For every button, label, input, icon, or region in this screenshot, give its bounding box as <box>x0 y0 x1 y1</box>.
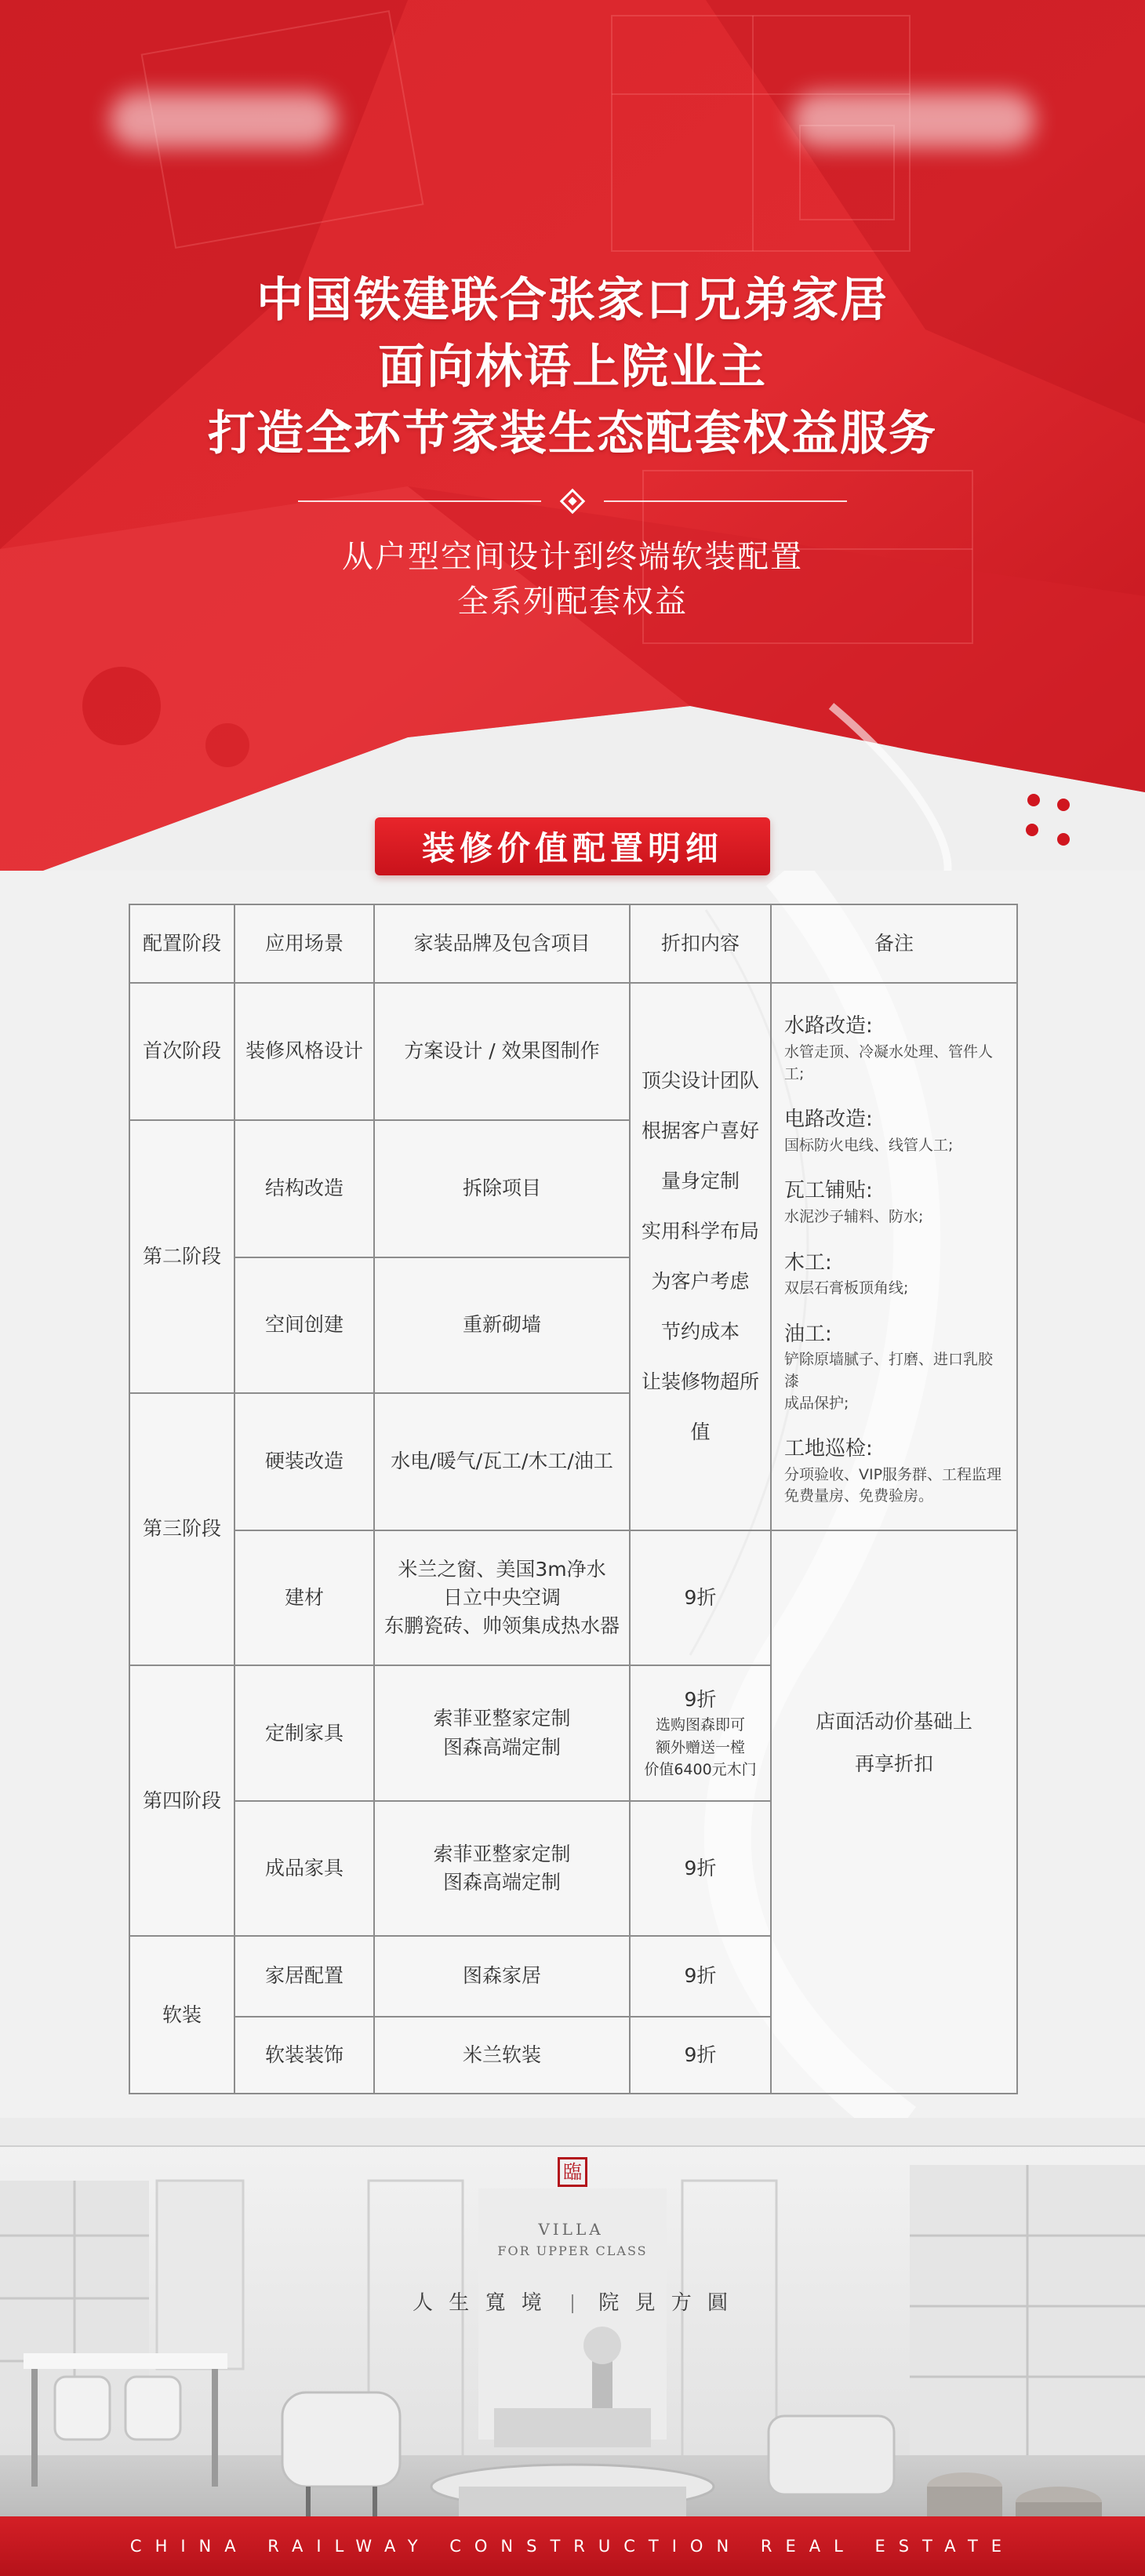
note-painting <box>784 1320 1007 1414</box>
scene-cell: 建材 <box>234 1530 374 1666</box>
subline-line-1: 从户型空间设计到终端软装配置 <box>342 539 803 575</box>
villa-slogan <box>0 2287 1145 2316</box>
item-line: 图森高端定制 <box>442 1735 561 1759</box>
footer-bar <box>0 2516 1145 2576</box>
note-detail: 成品保护; <box>784 1394 849 1412</box>
note-title: 木工: <box>784 1250 832 1275</box>
diamond-ornament-icon <box>559 488 586 515</box>
item-line: 索菲亚整家定制 <box>433 1707 571 1730</box>
table-row <box>129 983 1017 1120</box>
store-note-line: 再享折扣 <box>854 1752 933 1775</box>
header-stage: 配置阶段 <box>129 904 234 983</box>
discount-cell: 9折 <box>630 2017 771 2094</box>
stage-cell: 第二阶段 <box>129 1120 234 1393</box>
stage-cell: 首次阶段 <box>129 983 234 1120</box>
headline-line-1: 中国铁建联合张家口兄弟家居 <box>256 273 889 328</box>
slogan-left: 人 生 寬 境 <box>412 2291 547 2315</box>
discount-detail: 额外赠送一樘 <box>655 1738 745 1756</box>
note-detail: 分项验收、VIP服务群、工程监理 <box>784 1465 1002 1483</box>
scene-cell: 空间创建 <box>234 1257 374 1393</box>
items-cell: 拆除项目 <box>374 1120 630 1257</box>
note-title: 水路改造: <box>784 1014 873 1039</box>
footer-text: CHINA RAILWAY CONSTRUCTION REAL ESTATE <box>129 2537 1016 2556</box>
scene-cell: 装修风格设计 <box>234 983 374 1120</box>
table-header-row <box>129 904 1017 983</box>
store-note-cell <box>771 1530 1017 2094</box>
discount-cell <box>630 1665 771 1801</box>
discount-value: 9折 <box>684 1687 717 1711</box>
discount-line: 节约成本 <box>660 1320 740 1344</box>
slogan-right: 院 見 方 圓 <box>598 2291 733 2315</box>
note-title: 油工: <box>784 1322 832 1346</box>
items-cell: 方案设计 / 效果图制作 <box>374 983 630 1120</box>
note-detail: 水泥沙子辅料、防水; <box>784 1207 924 1225</box>
value-config-table <box>129 904 1016 2094</box>
note-title: 电路改造: <box>784 1108 873 1132</box>
discount-line: 顶尖设计团队 <box>641 1069 759 1093</box>
divider-left <box>298 500 541 502</box>
note-title: 瓦工铺贴: <box>784 1179 873 1203</box>
discount-cell: 9折 <box>630 1801 771 1937</box>
note-inspection <box>784 1435 1007 1508</box>
note-detail: 免费量房、免费验房。 <box>784 1487 934 1505</box>
scene-cell: 定制家具 <box>234 1665 374 1801</box>
items-cell: 重新砌墙 <box>374 1257 630 1393</box>
items-cell: 水电/暖气/瓦工/木工/油工 <box>374 1393 630 1530</box>
note-water <box>784 1012 1007 1085</box>
stage-cell: 软装 <box>129 1936 234 2094</box>
note-detail: 水管走顶、冷凝水处理、管件人工; <box>784 1042 994 1082</box>
notes-cell <box>771 983 1017 1530</box>
blurred-logo-right <box>792 93 1035 147</box>
scene-cell: 结构改造 <box>234 1120 374 1257</box>
note-carpentry <box>784 1249 1007 1300</box>
discount-detail: 价值6400元木门 <box>644 1761 757 1778</box>
stage-cell: 第三阶段 <box>129 1393 234 1666</box>
headline-line-2: 面向林语上院业主 <box>378 340 767 395</box>
villa-title: VILLA <box>538 2220 604 2239</box>
section-title: 装修价值配置明细 <box>421 829 723 868</box>
stage-cell: 第四阶段 <box>129 1665 234 1936</box>
blurred-logo-left <box>110 93 337 147</box>
villa-subtitle: FOR UPPER CLASS <box>497 2243 648 2258</box>
note-detail: 铲除原墙腻子、打磨、进口乳胶漆 <box>784 1351 994 1390</box>
divider-right <box>604 500 847 502</box>
discount-cell: 9折 <box>630 1530 771 1666</box>
hero-section <box>0 0 1145 886</box>
store-note-line: 店面活动价基础上 <box>815 1709 972 1733</box>
note-detail: 国标防火电线、线管人工; <box>784 1136 954 1154</box>
scene-cell: 家居配置 <box>234 1936 374 2016</box>
items-cell <box>374 1530 630 1666</box>
scene-cell: 成品家具 <box>234 1801 374 1937</box>
header-scene: 应用场景 <box>234 904 374 983</box>
subline-line-2: 全系列配套权益 <box>457 584 688 620</box>
discount-line: 让装修物超所值 <box>641 1370 759 1444</box>
discount-detail: 选购图森即可 <box>655 1716 745 1734</box>
discount-line: 根据客户喜好 <box>641 1119 759 1143</box>
note-title: 工地巡检: <box>784 1437 873 1461</box>
items-cell: 米兰软装 <box>374 2017 630 2094</box>
note-tiling <box>784 1177 1007 1228</box>
seal-stamp: 臨 <box>558 2157 587 2187</box>
item-line: 东鹏瓷砖、帅领集成热水器 <box>383 1614 620 1638</box>
scene-cell: 硬装改造 <box>234 1393 374 1530</box>
item-line: 日立中央空调 <box>442 1586 561 1609</box>
section-title-banner <box>375 817 770 875</box>
header-discount: 折扣内容 <box>630 904 771 983</box>
header-brand-items: 家装品牌及包含项目 <box>374 904 630 983</box>
scene-cell: 软装装饰 <box>234 2017 374 2094</box>
discount-line: 实用科学布局 <box>641 1220 759 1243</box>
discount-line: 量身定制 <box>660 1170 740 1193</box>
header-notes: 备注 <box>771 904 1017 983</box>
merged-discount-cell <box>630 983 771 1530</box>
villa-branding <box>0 2220 1145 2316</box>
slogan-separator <box>572 2294 573 2313</box>
table-row <box>129 1530 1017 1666</box>
items-cell <box>374 1801 630 1937</box>
item-line: 米兰之窗、美国3m净水 <box>398 1557 606 1581</box>
items-cell: 图森家居 <box>374 1936 630 2016</box>
note-detail: 双层石膏板顶角线; <box>784 1279 909 1297</box>
items-cell <box>374 1665 630 1801</box>
item-line: 索菲亚整家定制 <box>433 1842 571 1865</box>
headline-line-3: 打造全环节家装生态配套权益服务 <box>208 406 937 461</box>
discount-line: 为客户考虑 <box>651 1270 750 1293</box>
discount-cell: 9折 <box>630 1936 771 2016</box>
item-line: 图森高端定制 <box>442 1871 561 1894</box>
note-electric <box>784 1105 1007 1156</box>
